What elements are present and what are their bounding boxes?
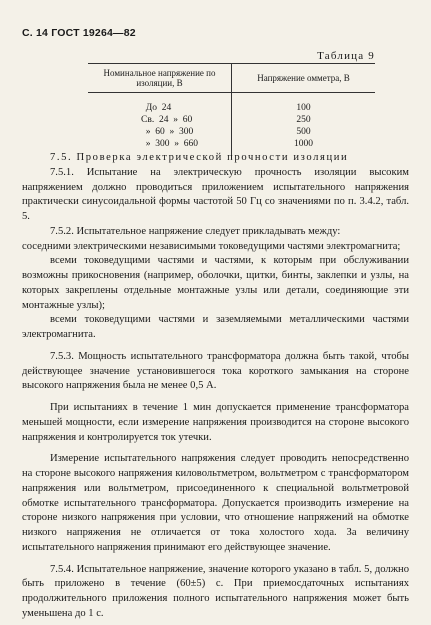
paragraph: При испытаниях в течение 1 мин допускается применение трансформатора меньшей мощности, если измерение напряжения производится на стороне высокого напряжения и контролируется ток утечки. [22, 402, 409, 443]
paragraph: всеми токоведущими частями и частями, к которым при обслуживании возможны прикосновения (например, оболочки, щитки, бинты, заклепки и узлы, на которых закреплены отдельные монтажные узлы или детали, соединяющие эти монтажные узлы); [22, 255, 409, 311]
section-heading: 7.5. Проверка электрической прочности изоляции [50, 152, 349, 163]
voltage-cell: 250 [296, 115, 311, 125]
voltage-cell: 1000 [294, 139, 313, 149]
table-row [88, 102, 375, 114]
body-text [22, 151, 409, 622]
voltage-table [88, 63, 375, 159]
paragraph: соседними электрическими независимыми токоведущими частями электромагнита; [22, 240, 401, 252]
voltage-cell: 500 [296, 127, 311, 137]
range-cell: » 300 » 660 [88, 138, 232, 150]
paragraph: 7.5.2. Испытательное напряжение следует прикладывать между: [50, 225, 341, 237]
paragraph: Измерение испытательного напряжения следует проводить непосредственно на стороне высокого напряжения киловольтметром, вольтметром с трансформатором напряжения или вольтметром, присоединенного к специальной вольтметровой обмотке испытательного трансформатора. Допускается производить измерение на стороне низкого напряжения при условии, что отношение напряжений на обмотке низкого напряжения не отличается от тока холостого хода. За величину испытательного напряжения принимают его действующее значение. [22, 453, 409, 553]
range-cell: До 24 [88, 102, 232, 114]
paragraph: 7.5.1. Испытание на электрическую прочность изоляции высоким напряжением должно проводиться приложением испытательного напряжения практически синусоидальной формы частотой 50 Гц со значениями по п. 3.4.2, табл. 5. [22, 166, 409, 222]
range-cell: Св. 24 » 60 [88, 114, 232, 126]
paragraph: всеми токоведущими частями и заземляемыми металлическими частями электромагнита. [22, 314, 409, 340]
table-header-ohmmeter-voltage: Напряжение омметра, В [232, 64, 376, 93]
table-row [88, 126, 375, 138]
table-header-nominal-voltage: Номинальное напряжение по изоляции, В [88, 64, 232, 93]
range-cell: » 60 » 300 [88, 126, 232, 138]
page-header: С. 14 ГОСТ 19264—82 [22, 27, 136, 39]
paragraph: 7.5.4. Испытательное напряжение, значение которого указано в табл. 5, должно быть приложено в течение (60±5) с. При приемосдаточных испытаниях продолжительного приложения полного испытательного напряжения может быть уменьшена до 1 с. [22, 563, 409, 619]
table-row [88, 138, 375, 150]
paragraph: 7.5.3. Мощность испытательного трансформатора должна быть такой, чтобы действующее значение установившегося тока короткого замыкания на стороне высокого напряжения была не менее 0,5 А. [22, 350, 409, 392]
table-row [88, 114, 375, 126]
table-caption: Таблица 9 [317, 50, 375, 62]
voltage-cell: 100 [296, 103, 311, 113]
